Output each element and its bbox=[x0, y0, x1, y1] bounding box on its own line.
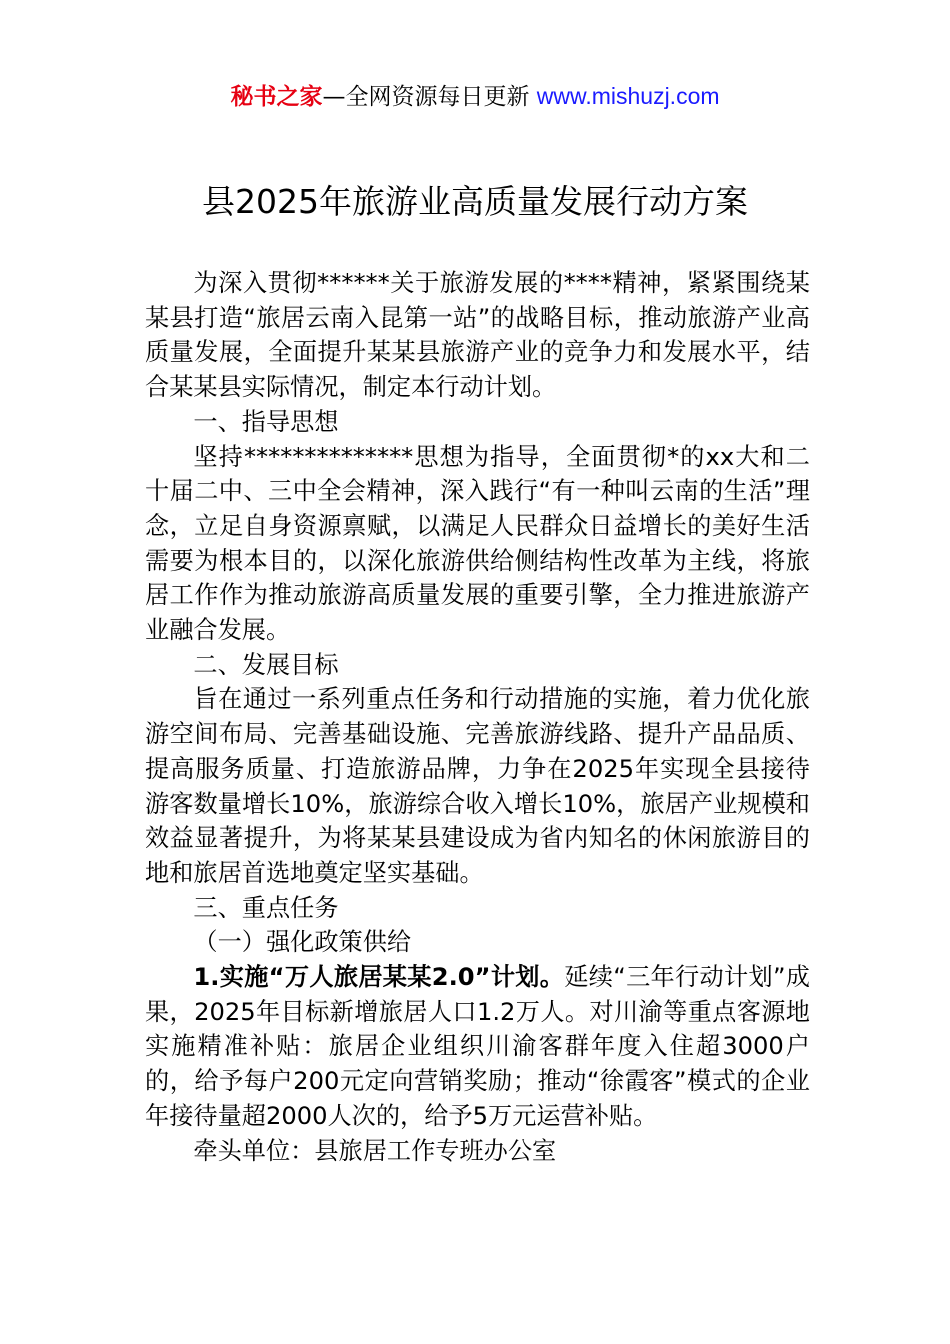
site-header bbox=[0, 80, 950, 113]
development-goals-paragraph: 旨在通过一系列重点任务和行动措施的实施，着力优化旅游空间布局、完善基础设施、完善旅游线路、提升产品品质、提高服务质量、打造旅游品牌，力争在2025年实现全县接待游客数量增长10%，旅游综合收入增长10%，旅居产业规模和效益显著提升，为将某某县建设成为省内知名的休闲旅游目的地和旅居首选地奠定坚实基础。 bbox=[145, 685, 810, 887]
section-heading-development-goals: 二、发展目标 bbox=[193, 650, 339, 679]
intro-paragraph: 为深入贯彻******关于旅游发展的****精神，紧紧围绕某某县打造“旅居云南入昆第一站”的战略目标，推动旅游产业高质量发展，全面提升某某县旅游产业的竞争力和发展水平，结合某某县实际情况，制定本行动计划。 bbox=[145, 269, 810, 402]
header-tagline: —全网资源每日更新 bbox=[322, 84, 537, 110]
task-1-paragraph bbox=[145, 960, 810, 1134]
section-heading-guiding-ideology: 一、指导思想 bbox=[193, 407, 339, 436]
site-url[interactable]: www.mishuzj.com bbox=[536, 83, 720, 109]
task-1-lead: 1.实施“万人旅居某某2.0”计划。 bbox=[193, 963, 565, 992]
task-1-text: 延续“三年行动计划”成果，2025年目标新增旅居人口1.2万人。对川渝等重点客源地实施精准补贴：旅居企业组织川渝客群年度入住超3000户的，给予每户200元定向营销奖励；推动“徐霞客”模式的企业年接待量超2000人次的，给予5万元运营补贴。 bbox=[145, 963, 810, 1130]
subsection-heading-policy-supply: （一）强化政策供给 bbox=[193, 928, 412, 957]
document-title: 县2025年旅游业高质量发展行动方案 bbox=[202, 182, 748, 221]
section-heading-key-tasks: 三、重点任务 bbox=[193, 893, 339, 922]
brand-name: 秘书之家 bbox=[230, 84, 323, 110]
guiding-ideology-paragraph: 坚持**************思想为指导，全面贯彻*的xx大和二十届二中、三中全会精神，深入践行“有一种叫云南的生活”理念，立足自身资源禀赋，以满足人民群众日益增长的美好生活需要为根本目的，以深化旅游供给侧结构性改革为主线，将旅居工作作为推动旅游高质量发展的重要引擎，全力推进旅游产业融合发展。 bbox=[145, 442, 810, 645]
lead-unit-line: 牵头单位：县旅居工作专班办公室 bbox=[193, 1136, 557, 1165]
document-body bbox=[145, 266, 810, 1168]
